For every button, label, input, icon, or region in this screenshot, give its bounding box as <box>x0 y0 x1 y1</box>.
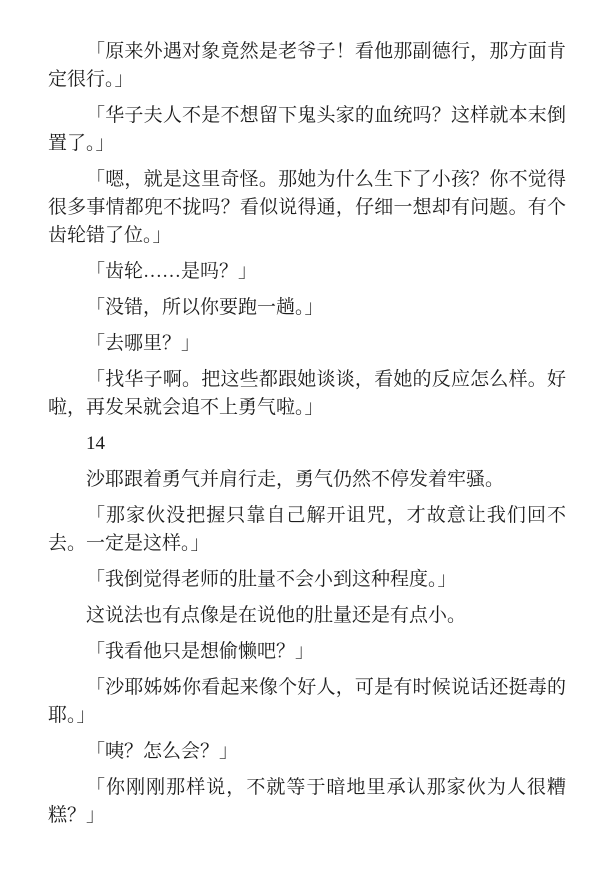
dialogue-paragraph: 「去哪里？」 <box>86 333 201 354</box>
dialogue-paragraph: 「原来外遇对象竟然是老爷子！看他那副德行，那方面肯定很行。」 <box>48 41 566 90</box>
dialogue-paragraph: 「齿轮……是吗？」 <box>86 261 258 282</box>
dialogue-paragraph: 「没错，所以你要跑一趟。」 <box>86 297 324 318</box>
dialogue-paragraph: 「我倒觉得老师的肚量不会小到这种程度。」 <box>86 569 457 590</box>
section-number: 14 <box>86 433 105 454</box>
dialogue-paragraph: 「我看他只是想偷懒吧？」 <box>86 641 315 662</box>
dialogue-paragraph: 「你刚刚那样说，不就等于暗地里承认那家伙为人很糟糕？」 <box>48 777 566 826</box>
dialogue-paragraph: 「找华子啊。把这些都跟她谈谈，看她的反应怎么样。好啦，再发呆就会追不上勇气啦。」 <box>48 369 566 418</box>
dialogue-paragraph: 「那家伙没把握只靠自己解开诅咒，才故意让我们回不去。一定是这样。」 <box>48 505 566 554</box>
dialogue-paragraph: 「嗯，就是这里奇怪。那她为什么生下了小孩？你不觉得很多事情都兜不拢吗？看似说得通，仔细一想却有问题。有个齿轮错了位。」 <box>48 169 566 246</box>
dialogue-paragraph: 「华子夫人不是不想留下鬼头家的血统吗？这样就本末倒置了。」 <box>48 105 566 154</box>
dialogue-paragraph: 「沙耶姊姊你看起来像个好人，可是有时候说话还挺毒的耶。」 <box>48 677 566 726</box>
dialogue-paragraph: 「咦？怎么会？」 <box>86 741 239 762</box>
narration-paragraph: 沙耶跟着勇气并肩行走，勇气仍然不停发着牢骚。 <box>86 469 505 490</box>
narration-paragraph: 这说法也有点像是在说他的肚量还是有点小。 <box>86 605 467 626</box>
